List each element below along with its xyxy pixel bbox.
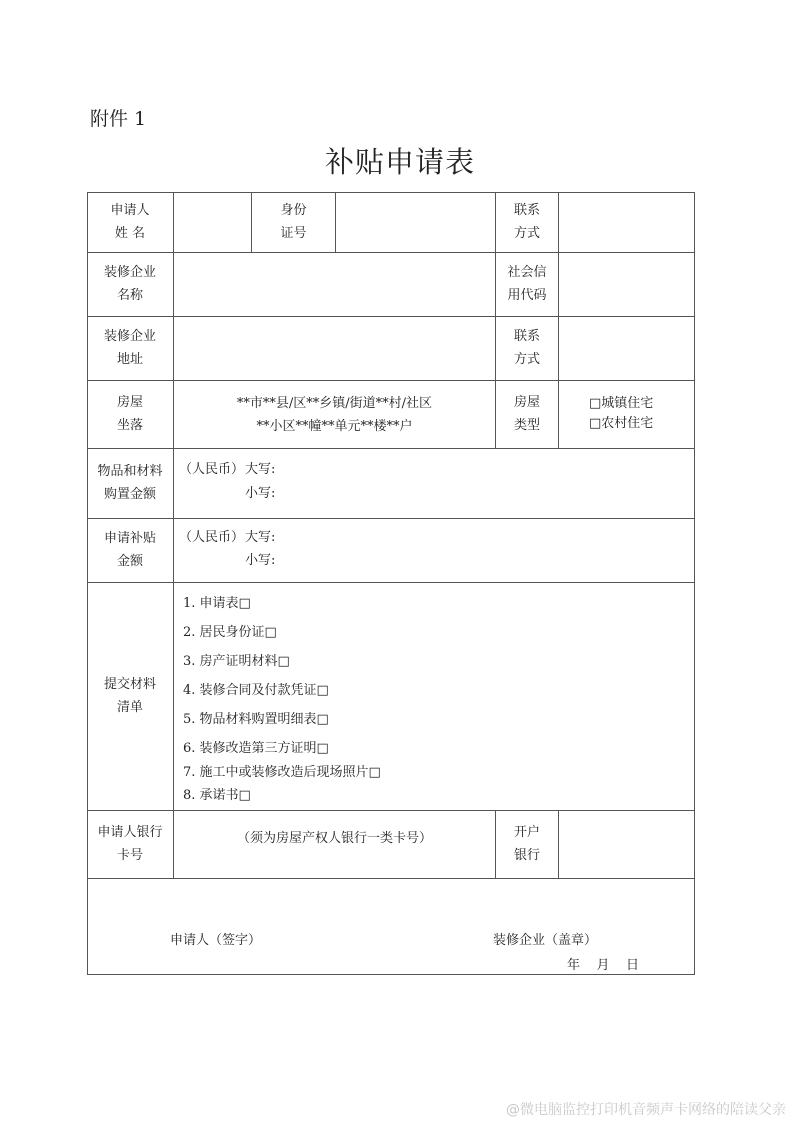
materials-label: 提交材料 清单 [103, 677, 156, 715]
subsidy-lower-label[interactable]: 小写: [245, 553, 276, 568]
form-title: 补贴申请表 [324, 145, 475, 179]
contact-label: 联系 方式 [513, 203, 540, 241]
watermark: @微电脑监控打印机音频声卡网络的陪读父亲 [506, 1102, 786, 1118]
credit-code-field[interactable] [559, 253, 694, 316]
company-contact-field[interactable] [559, 317, 694, 380]
material-item[interactable]: 2. 居民身份证□ [183, 625, 277, 640]
subsidy-upper-label[interactable]: 大写: [245, 530, 276, 545]
material-item[interactable]: 1. 申请表□ [183, 596, 251, 611]
row-divider [87, 518, 695, 519]
house-type-urban-option[interactable]: □城镇住宅 [589, 396, 654, 411]
house-type-label: 房屋 类型 [513, 395, 540, 433]
border-right [694, 192, 695, 975]
applicant-name-field[interactable] [174, 193, 251, 252]
attachment-label: 附件 1 [90, 108, 147, 130]
row-divider [87, 448, 695, 449]
house-type-rural-option[interactable]: □农村住宅 [589, 416, 654, 431]
company-contact-label: 联系 方式 [513, 329, 540, 367]
row-divider [87, 878, 695, 879]
purchase-lower-label[interactable]: 小写: [245, 486, 276, 501]
border-bottom [87, 974, 695, 975]
subsidy-amount-label: 申请补贴 金额 [103, 531, 156, 569]
company-name-field[interactable] [174, 253, 495, 316]
material-item[interactable]: 7. 施工中或装修改造后现场照片□ [183, 765, 381, 780]
company-seal[interactable]: 装修企业（盖章） [493, 933, 598, 948]
purchase-currency: （人民币） [179, 462, 245, 477]
material-item[interactable]: 6. 装修改造第三方证明□ [183, 741, 329, 756]
company-address-label: 装修企业 地址 [103, 329, 156, 367]
bank-card-label: 申请人银行 卡号 [97, 825, 163, 863]
bank-name-label: 开户 银行 [513, 825, 540, 863]
applicant-name-label: 申请人 姓 名 [110, 203, 150, 241]
credit-code-label: 社会信 用代码 [507, 265, 547, 303]
bank-name-field[interactable] [559, 811, 694, 878]
id-card-label: 身份 证号 [280, 203, 307, 241]
applicant-signature[interactable]: 申请人（签字） [170, 933, 262, 948]
signature-date[interactable]: 年 月 日 [567, 958, 640, 973]
material-item[interactable]: 5. 物品材料购置明细表□ [183, 712, 329, 727]
purchase-amount-label: 物品和材料 购置金额 [97, 464, 163, 502]
house-address[interactable]: **市**县/区**乡镇/街道**村/社区 **小区**幢**单元**楼**户 [236, 395, 433, 434]
house-location-label: 房屋 坐落 [116, 395, 143, 433]
material-item[interactable]: 4. 装修合同及付款凭证□ [183, 683, 329, 698]
purchase-upper-label[interactable]: 大写: [245, 462, 276, 477]
contact-field[interactable] [559, 193, 694, 252]
subsidy-form [87, 192, 695, 975]
company-address-field[interactable] [174, 317, 495, 380]
bank-card-field[interactable]: （须为房屋产权人银行一类卡号） [236, 831, 432, 846]
material-item[interactable]: 3. 房产证明材料□ [183, 654, 290, 669]
material-item[interactable]: 8. 承诺书□ [183, 788, 251, 803]
row-divider [87, 582, 695, 583]
company-name-label: 装修企业 名称 [103, 265, 156, 303]
id-card-field[interactable] [336, 193, 495, 252]
subsidy-currency: （人民币） [179, 530, 245, 545]
